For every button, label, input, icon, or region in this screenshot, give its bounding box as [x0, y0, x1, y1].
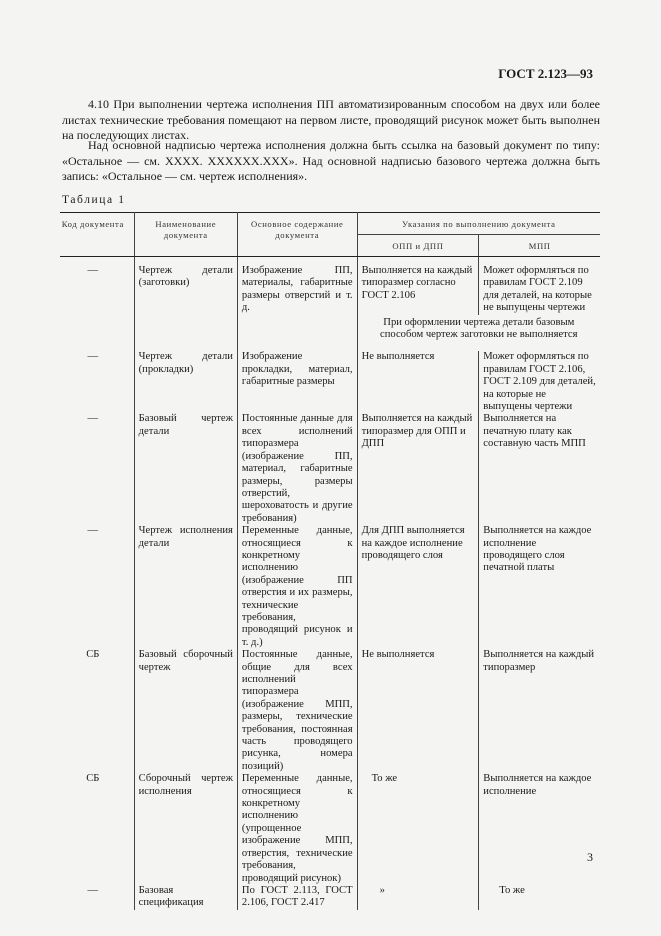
header-code: Код документа — [60, 213, 134, 257]
cell-name: Чертеж детали (прокладки) — [134, 351, 237, 413]
header-instructions: Указания по выполнению документа — [357, 213, 600, 235]
cell-code: — — [60, 413, 134, 525]
cell-opp: Выполняется на каждый типоразмер для ОПП и ДПП — [357, 413, 479, 525]
header-mpp: МПП — [479, 235, 600, 257]
table-row — [60, 885, 600, 910]
document-table — [60, 212, 600, 910]
header-content: Основное содержание документа — [237, 213, 357, 257]
cell-content: Постоянные данные для всех исполнений типоразмера (изображение ПП, материал, габаритные размеры, размеры отверстий, шероховатость и другие требования) — [237, 413, 357, 525]
paragraph-4-10: 4.10 При выполнении чертежа исполнения ПП автоматизированным способом на двух или более листах технические требования помещают на первом листе, проводящий рисунок может быть выполнен на последующих листах. — [62, 97, 600, 142]
cell-mpp: Может оформляться по правилам ГОСТ 2.109 для деталей, на которые не выпущены чертежи — [483, 265, 592, 314]
cell-content: По ГОСТ 2.113, ГОСТ 2.106, ГОСТ 2.417 — [237, 885, 357, 910]
cell-opp: То же — [357, 773, 479, 885]
table-row — [60, 525, 600, 649]
cell-code: — — [60, 257, 134, 315]
cell-opp: Для ДПП выполняется на каждое исполнение проводящего слоя — [357, 525, 479, 649]
document-code: ГОСТ 2.123—93 — [498, 66, 593, 81]
cell-content: Изображение ПП, материалы, габаритные размеры отверстий и т. д. — [237, 257, 357, 315]
header-name: Наименование документа — [134, 213, 237, 257]
cell-name: Сборочный чертеж исполнения — [134, 773, 237, 885]
table-row — [60, 773, 600, 885]
cell-code: СБ — [60, 649, 134, 773]
cell-name: Чертеж детали (заготовки) — [134, 257, 237, 315]
cell-code: — — [60, 525, 134, 649]
cell-code: — — [60, 885, 134, 910]
cell-content: Переменные данные, относящиеся к конкретному исполнению (изображение ПП отверстия и их размеры, технические требования, проводящий рисунок и т. д.) — [237, 525, 357, 649]
cell-name: Базовая спецификация — [134, 885, 237, 910]
page-number: 3 — [587, 850, 593, 864]
table-row — [60, 257, 600, 315]
cell-mpp: Выполняется на каждое исполнение — [483, 773, 592, 797]
cell-mpp: То же — [499, 884, 525, 896]
cell-opp: » — [357, 885, 479, 910]
cell-name: Базовый сборочный чертеж — [134, 649, 237, 773]
cell-mpp: Выполняется на каждое исполнение проводящего слоя печатной платы — [483, 525, 592, 574]
cell-mpp: Выполняется на каждый типоразмер — [483, 649, 595, 673]
cell-note: При оформлении чертежа детали базовым способом чертеж заготовки не выполняется — [380, 316, 578, 341]
cell-name: Базовый чертеж детали — [134, 413, 237, 525]
cell-code: СБ — [60, 773, 134, 885]
table-row — [60, 413, 600, 525]
table-caption: Таблица 1 — [62, 194, 126, 206]
cell-opp: Выполняется на каждый типоразмер согласно ГОСТ 2.106 — [357, 257, 479, 315]
cell-content: Постоянные данные, общие для всех исполнений типоразмера (изображение МПП, размеры, технические требования, постоянная часть проводящего рисунка, номера позиций) — [237, 649, 357, 773]
cell-code: — — [60, 351, 134, 413]
paragraph-reference: Над основной надписью чертежа исполнения должна быть ссылка на базовый документ по типу: «Остальное — см. ХХХХ. ХХХХХХ.ХХХ». Над основной надписью базового чертежа должна быть запись: «Остальное — см. чертеж исполнения». — [62, 138, 600, 183]
header-opp-dpp: ОПП и ДПП — [357, 235, 479, 257]
cell-name: Чертеж исполнения детали — [134, 525, 237, 649]
table-row — [60, 649, 600, 773]
cell-mpp: Выполняется на печатную плату как составную часть МПП — [483, 413, 586, 450]
cell-opp: Не выполняется — [357, 351, 479, 413]
table-note-row — [60, 315, 600, 352]
cell-mpp: Может оформляться по правилам ГОСТ 2.106, ГОСТ 2.109 для деталей, на которые не выпущены чертежи — [483, 351, 596, 413]
cell-opp: Не выполняется — [357, 649, 479, 773]
cell-content: Изображение прокладки, материал, габаритные размеры — [237, 351, 357, 413]
table-row — [60, 351, 600, 413]
cell-content: Переменные данные, относящиеся к конкретному исполнению (упрощенное изображение МПП, отверстия, технические требования, проводящий рисунок) — [237, 773, 357, 885]
